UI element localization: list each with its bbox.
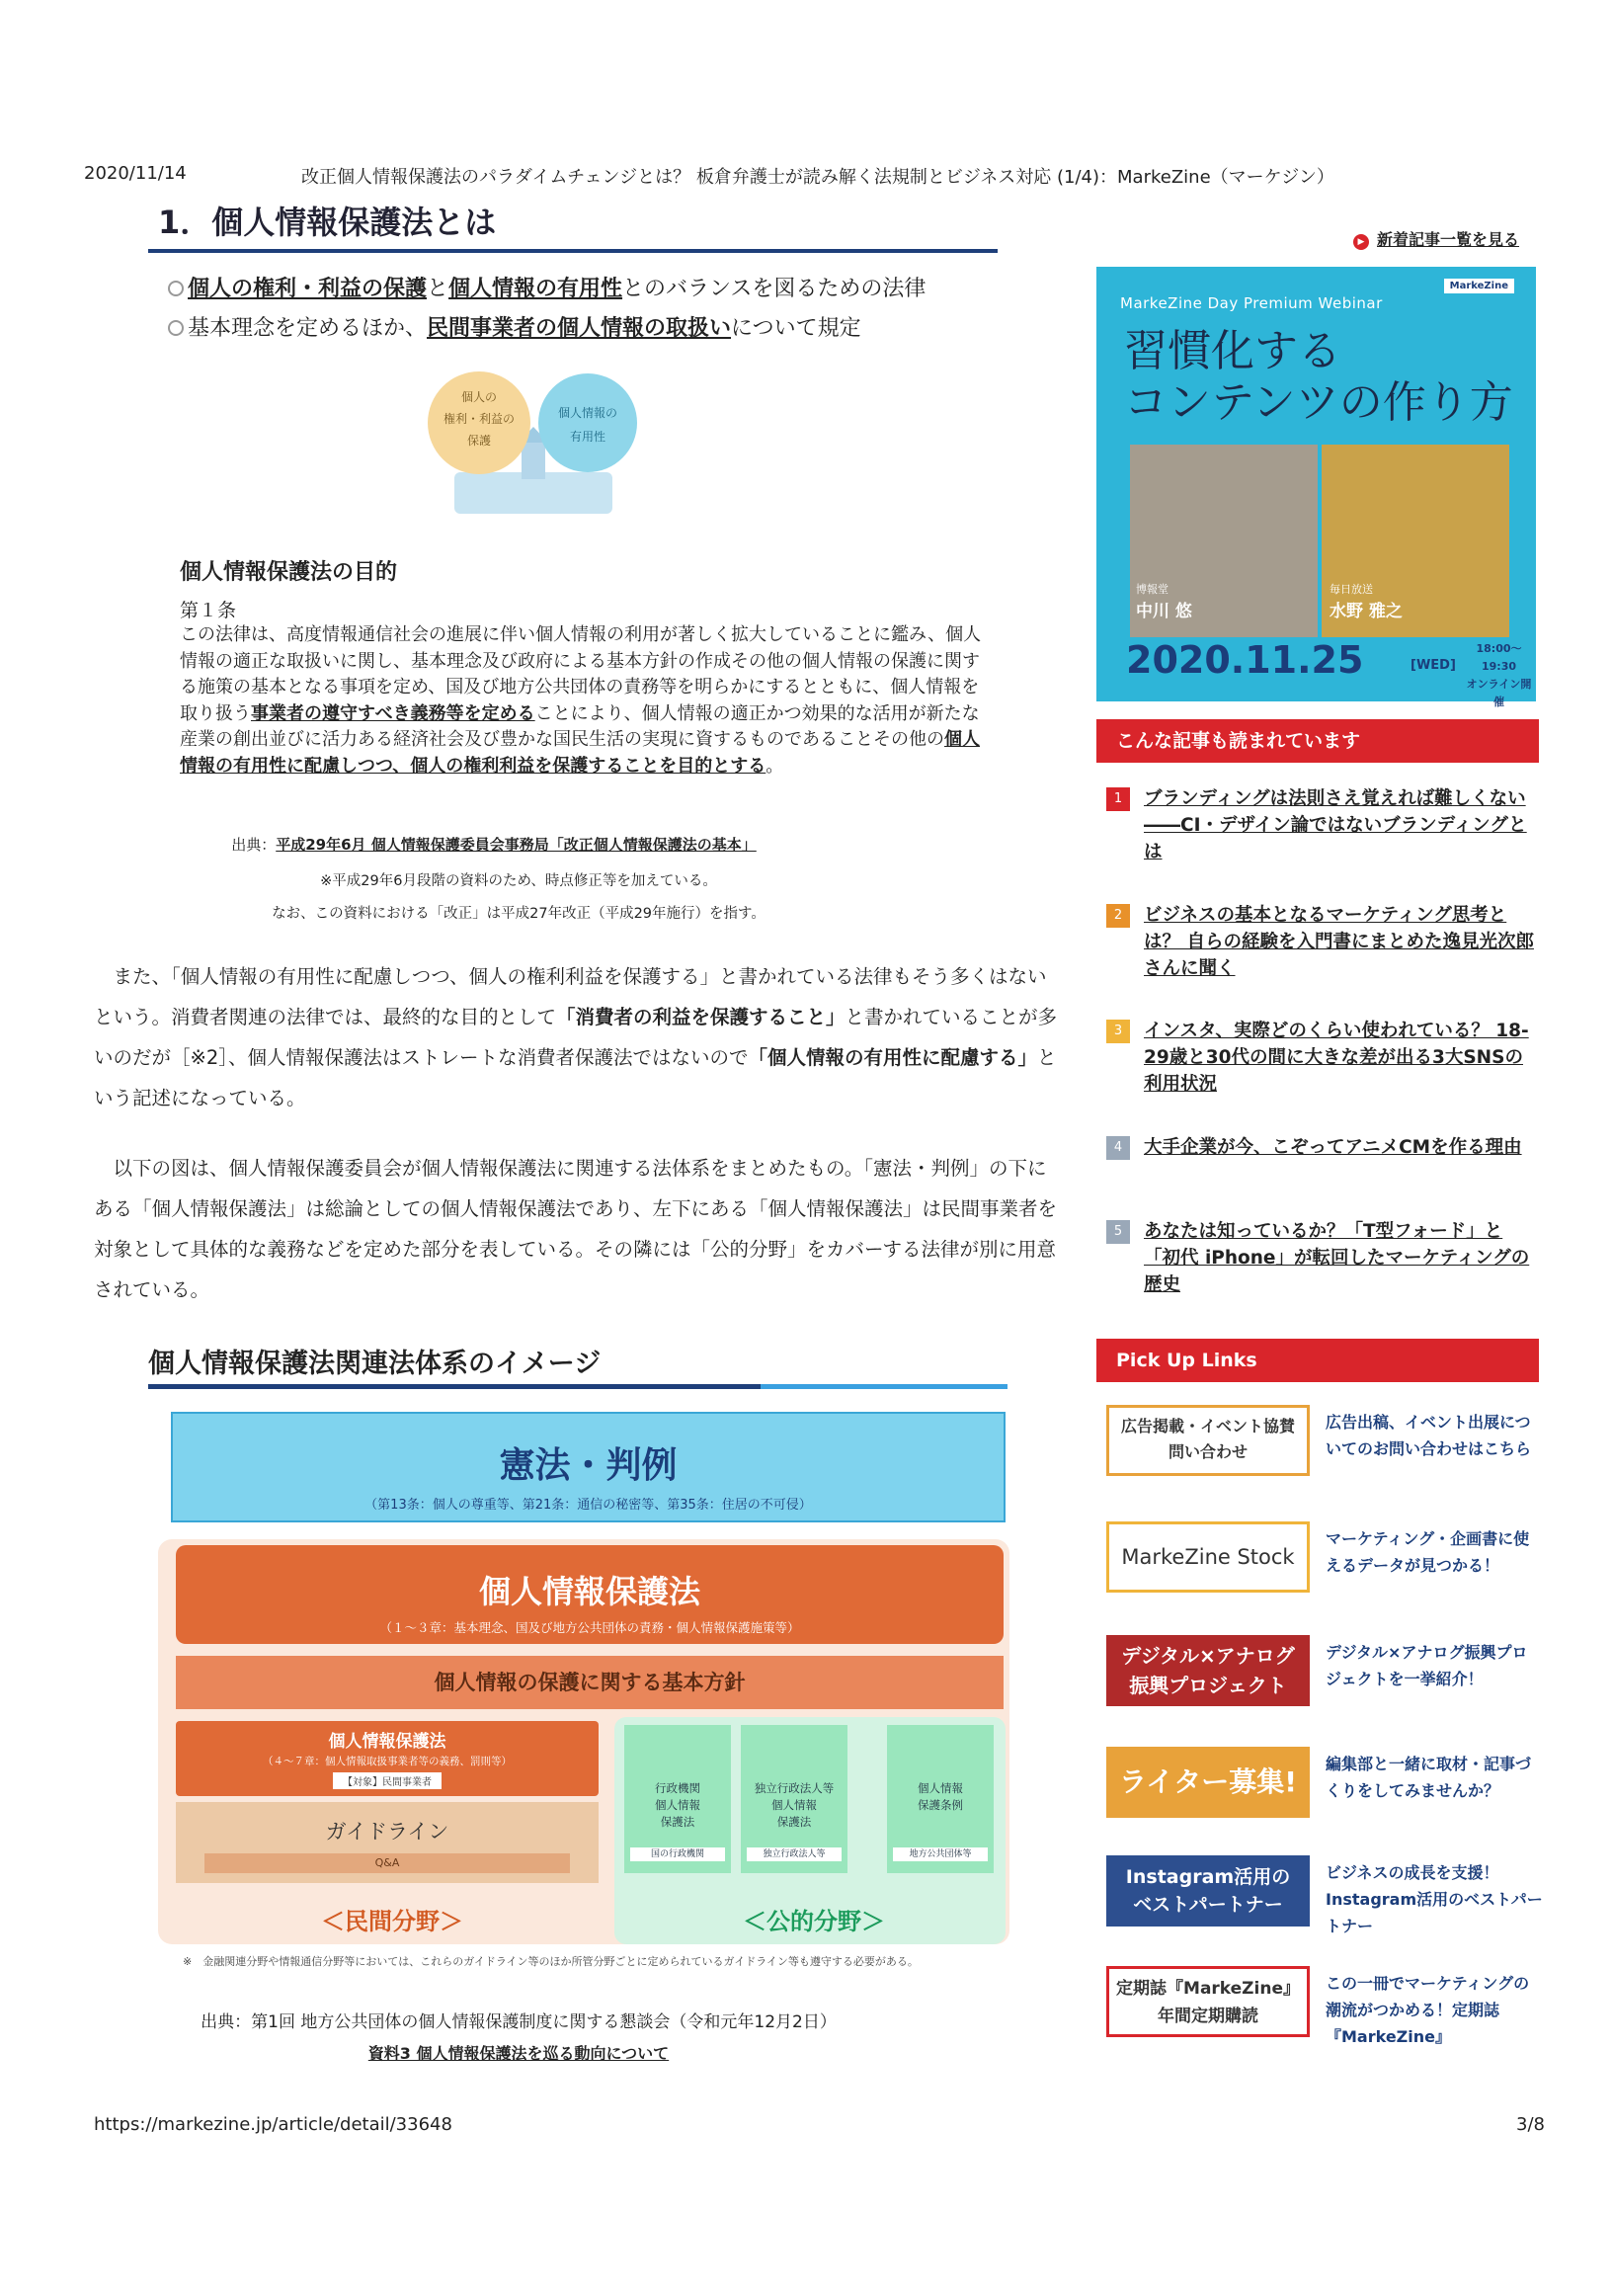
note-2: なお、この資料における「改正」は平成27年改正（平成29年施行）を指す。 [272,906,766,922]
paragraph-2: 以下の図は、個人情報保護委員会が個人情報保護法に関連する法体系をまとめたもの。「憲法・判例」の下にある「個人情報保護法」は総論としての個人情報保護法であり、左下にある「個人情報保護法」は民間事業者を対象として具体的な義務などを定めた部分を表している。その隣には「公的分野」をカバーする法律が別に用意されている。 [94,1157,1058,1301]
purpose-source: 出典：平成29年6月 個人情報保護委員会事務局「改正個人情報保護法の基本」 [231,836,757,854]
page-number: 3/8 [1516,2114,1545,2135]
public-law-column: 行政機関 個人情報 保護法 国の行政機関 [624,1725,731,1873]
public-sector-label: ＜公的分野＞ [743,1908,885,1935]
basic-policy-box: 個人情報の保護に関する基本方針 [176,1656,1004,1709]
bullet-2: 基本理念を定めるほか、民間事業者の個人情報の取扱いについて規定 [168,311,861,342]
bullet-1: 個人の権利・利益の保護と個人情報の有用性とのバランスを図るための法律 [168,272,926,302]
markezine-logo: MarkeZine [1444,279,1514,293]
svg-text:権利・利益の: 権利・利益の [443,412,516,426]
pickup-item[interactable]: Instagram活用の ベストパートナー ビジネスの成長を支援！Instagram活用のベストパートナー [1106,1855,1541,1934]
public-law-column: 個人情報 保護条例 地方公共団体等 [887,1725,994,1873]
law-box: 個人情報保護法 （１～３章：基本理念、国及び地方公共団体の責務・個人情報保護施策等） [176,1545,1004,1644]
popular-item[interactable]: 3 インスタ、実際どのくらい使われている？ 18-29歳と30代の間に大きな差が出る3大SNSの利用状況 [1106,1018,1541,1107]
pickup-item[interactable]: 定期誌『MarkeZine』 年間定期購読 この一冊でマーケティングの潮流がつかめる！定期誌『MarkeZine』 [1106,1966,1541,2045]
popular-item[interactable]: 1 ブランディングは法則さえ覚えれば難しくない――CI・デザイン論ではないブランディングとは [1106,785,1541,874]
public-law-column: 独立行政法人等 個人情報 保護法 独立行政法人等 [741,1725,847,1873]
diagram-title: 個人情報保護法関連法体系のイメージ [148,1342,1008,1389]
footer-url: https://markezine.jp/article/detail/33648 [94,2114,452,2135]
pickup-item[interactable]: 広告掲載・イベント協賛 問い合わせ 広告出稿、イベント出展についてのお問い合わせはこちら [1106,1405,1541,1484]
pickup-item[interactable]: ライター募集! 編集部と一緒に取材・記事づくりをしてみませんか？ [1106,1747,1541,1826]
purpose-source-link[interactable]: 平成29年6月 個人情報保護委員会事務局「改正個人情報保護法の基本」 [276,836,757,854]
paragraph-1: また、「個人情報の有用性に配慮しつつ、個人の権利利益を保護する」と書かれている法律もそう多くはないという。消費者関連の法律では、最終的な目的として「消費者の利益を保護すること」と書かれていることが多いのだが［※2］、個人情報保護法はストレートな消費者保護法ではないので「個人情報の有用性に配慮する」という記述になっている。 [94,965,1058,1109]
private-law-box: 個人情報保護法 （４～７章：個人情報取扱事業者等の義務、罰則等） 【対象】民間事業者 [176,1721,599,1796]
purpose-heading: 個人情報保護法の目的 [180,560,398,585]
page-title: 改正個人情報保護法のパラダイムチェンジとは？ 板倉弁護士が読み解く法規制とビジネス対応 (1/4)：MarkeZine（マーケジン） [301,167,1334,188]
guideline-box: ガイドライン Q&A [176,1802,599,1883]
diagram-footnote: ※ 金融関連分野や情報通信分野等においては、これらのガイドライン等のほか所管分野ごとに定められているガイドライン等も遵守する必要がある。 [183,1955,919,1968]
note-1: ※平成29年6月段階の資料のため、時点修正等を加えている。 [320,873,717,889]
diagram-source-link[interactable]: 資料3 個人情報保護法を巡る動向について [367,2044,670,2063]
play-icon: ▶ [1353,234,1369,250]
popular-item[interactable]: 4 大手企業が今、こぞってアニメCMを作る理由 [1106,1134,1541,1193]
popular-heading: こんな記事も読まれています [1096,719,1539,763]
print-date: 2020/11/14 [84,163,187,184]
bullet-circle-icon [168,320,184,336]
constitution-box: 憲法・判例 （第13条：個人の尊重等、第21条：通信の秘密等、第35条：住居の不可侵） [171,1412,1006,1522]
private-sector-label: ＜民間分野＞ [321,1908,463,1935]
svg-text:個人情報の: 個人情報の [557,406,618,420]
balance-scale-illustration [425,366,642,543]
svg-text:保護: 保護 [466,434,492,448]
section-title: 1．個人情報保護法とは [148,198,998,253]
pickup-item[interactable]: デジタル×アナログ 振興プロジェクト デジタル×アナログ振興プロジェクトを一挙紹介！ [1106,1635,1541,1714]
svg-text:有用性: 有用性 [569,430,606,444]
new-articles-link[interactable]: ▶ 新着記事一覧を見る [1353,227,1519,250]
article-number: 第１条 [180,600,237,621]
svg-text:個人の: 個人の [460,390,498,404]
popular-item[interactable]: 2 ビジネスの基本となるマーケティング思考とは？ 自らの経験を入門書にまとめた逸見光次郎さんに聞く [1106,902,1541,991]
diagram-source: 出典：第1回 地方公共団体の個人情報保護制度に関する懇談会（令和元年12月2日） [201,2012,837,2032]
popular-item[interactable]: 5 あなたは知っているか？「T型フォード」と「初代 iPhone」が転回したマーケティングの歴史 [1106,1218,1541,1307]
webinar-banner[interactable]: MarkeZine Day Premium Webinar MarkeZine 習慣化する コンテンツの作り方 博報堂 中川 悠 毎日放送 水野 雅之 2020.11.25 [WED] 18:00～19:30 オンライン開催 [1096,267,1536,701]
pickup-heading: Pick Up Links [1096,1339,1539,1382]
pickup-item[interactable]: MarkeZine Stock マーケティング・企画書に使えるデータが見つかる！ [1106,1521,1541,1600]
article-body: この法律は、高度情報通信社会の進展に伴い個人情報の利用が著しく拡大していることに鑑み、個人情報の適正な取扱いに関し、基本理念及び政府による基本方針の作成その他の個人情報の保護に関する施策の基本となる事項を定め、国及び地方公共団体の責務等を明らかにするとともに、個人情報を取り扱う事業者の遵守すべき義務等を定めることにより、個人情報の適正かつ効果的な活用が新たな産業の創出並びに活力ある経済社会及び豊かな国民生活の実現に資するものであることその他の個人情報の有用性に配慮しつつ、個人の権利利益を保護することを目的とする。 [180,624,982,777]
bullet-circle-icon [168,281,184,296]
